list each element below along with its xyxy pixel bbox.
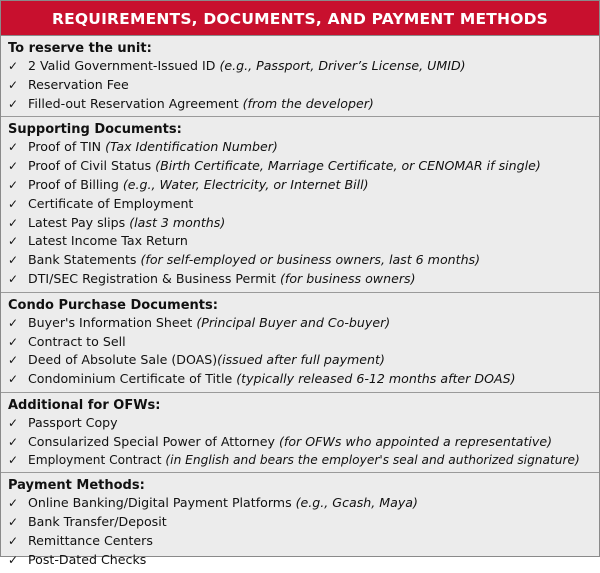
checkmark-icon: ✓ [8,533,19,548]
checkmark-icon: ✓ [8,253,19,268]
item-text: Filled-out Reservation Agreement [28,95,243,111]
list-item [8,551,593,570]
checkmark-icon: ✓ [8,196,19,211]
item-text: Employment Contract [28,452,166,467]
item-text: Reservation Fee [28,76,129,92]
list-item [8,370,593,389]
checkmark-icon: ✓ [8,434,19,449]
list-item [8,157,593,176]
item-note: (from the developer) [242,95,374,111]
item-note: (in English and bears the employer's seal and authorized signature) [165,452,580,467]
list-item [8,333,593,352]
item-text: Proof of Billing [28,176,123,192]
section-payment-methods [1,473,599,572]
item-text: Passport Copy [28,414,118,430]
section-title: Additional for OFWs: [8,397,161,413]
checkmark-icon: ✓ [8,334,19,349]
item-note: (typically released 6-12 months after DOAS) [236,371,516,387]
checkmark-icon: ✓ [8,452,19,467]
list-item [8,176,593,195]
checkmark-icon: ✓ [8,140,19,155]
item-text: Bank Transfer/Deposit [28,514,167,530]
checkmark-icon: ✓ [8,271,19,286]
item-note: (Birth Certificate, Marriage Certificate, or CENOMAR if single) [155,158,541,174]
list-item [8,195,593,214]
section-condo-purchase-documents [1,293,599,393]
item-note: (e.g., Water, Electricity, or Internet Bill) [122,176,369,192]
item-text: Bank Statements [28,252,141,268]
item-note: (issued after full payment) [217,352,385,368]
checkmark-icon: ✓ [8,59,19,73]
section-title: Payment Methods: [8,478,145,494]
item-text: 2 Valid Government-Issued ID [28,58,220,73]
item-note: (for OFWs who appointed a representative) [279,433,553,449]
list-item [8,232,593,251]
item-note: (e.g., Gcash, Maya) [295,495,418,511]
list-item [8,251,593,270]
checkmark-icon: ✓ [8,515,19,530]
checkmark-icon: ✓ [8,353,19,368]
item-note: (last 3 months) [129,214,226,230]
list-item [8,214,593,233]
item-note: (e.g., Passport, Driver’s License, UMID) [219,58,466,73]
list-item [8,452,593,470]
list-item [8,513,593,532]
item-note: (for self-employed or business owners, last 6 months) [140,252,481,268]
list-item [8,95,593,114]
section-supporting-documents [1,117,599,292]
list-item [8,351,593,370]
checkmark-icon: ✓ [8,234,19,249]
section-title: To reserve the unit: [8,41,152,56]
checkmark-icon: ✓ [8,315,19,330]
item-text: Online Banking/Digital Payment Platforms [28,495,296,511]
item-text: Latest Pay slips [28,214,130,230]
checkmark-icon: ✓ [8,215,19,230]
list-item [8,138,593,157]
item-text: Contract to Sell [28,333,126,349]
checkmark-icon: ✓ [8,415,19,430]
section-additional-ofws [1,393,599,473]
list-item [8,314,593,333]
checkmark-icon: ✓ [8,552,19,567]
item-text: Post-Dated Checks [28,551,147,567]
list-item [8,76,593,95]
item-text: Condominium Certificate of Title [28,371,237,387]
list-item [8,433,593,452]
section-title: Condo Purchase Documents: [8,297,218,313]
section-reserve [1,36,599,117]
item-text: Certificate of Employment [28,195,194,211]
checkmark-icon: ✓ [8,77,19,92]
list-item [8,57,593,76]
checkmark-icon: ✓ [8,159,19,174]
item-text: Deed of Absolute Sale (DOAS) [28,352,218,368]
item-note: (Principal Buyer and Co-buyer) [196,314,391,330]
list-item [8,270,593,289]
list-item [8,414,593,433]
item-text: Consularized Special Power of Attorney [28,433,279,449]
checkmark-icon: ✓ [8,372,19,387]
item-note: (Tax Identification Number) [105,139,278,155]
checkmark-icon: ✓ [8,496,19,511]
item-text: Proof of Civil Status [28,158,156,174]
item-note: (for business owners) [279,270,416,286]
item-text: Proof of TIN [28,139,106,155]
panel-title: REQUIREMENTS, DOCUMENTS, AND PAYMENT METHODS [1,1,599,36]
section-title: Supporting Documents: [8,122,182,138]
item-text: Remittance Centers [28,532,153,548]
checkmark-icon: ✓ [8,96,19,111]
item-text: Latest Income Tax Return [28,233,188,249]
list-item [8,494,593,513]
item-text: DTI/SEC Registration & Business Permit [28,270,280,286]
list-item [8,532,593,551]
checkmark-icon: ✓ [8,177,19,192]
item-text: Buyer's Information Sheet [28,314,197,330]
